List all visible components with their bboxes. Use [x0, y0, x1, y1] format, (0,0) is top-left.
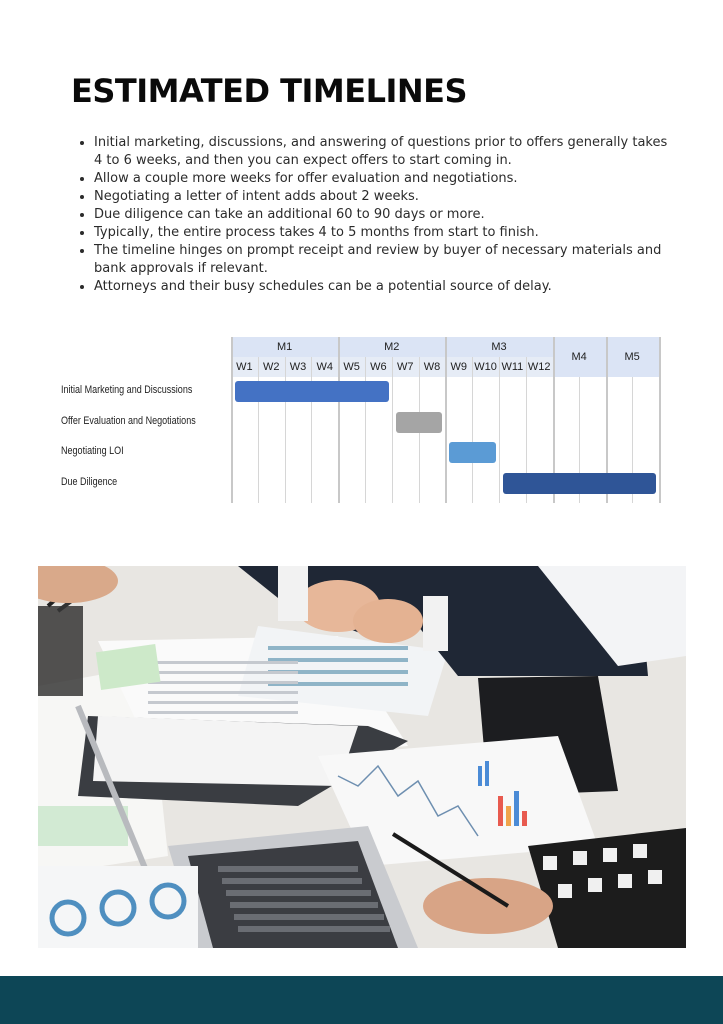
- photo-illustration: [38, 566, 686, 948]
- list-item: • Attorneys and their busy schedules can be a potential source of delay.: [94, 278, 674, 296]
- week-label: W3: [289, 361, 307, 373]
- week-gridline: [472, 357, 473, 503]
- week-label: W11: [501, 361, 524, 373]
- list-item: • Allow a couple more weeks for offer evaluation and negotiations.: [94, 170, 674, 188]
- gantt-chart: [55, 337, 663, 503]
- week-label: W9: [450, 361, 468, 373]
- week-label: W4: [316, 361, 334, 373]
- gantt-task-label: Negotiating LOI: [61, 445, 124, 457]
- week-label: W12: [527, 361, 551, 373]
- month-gridline: [338, 337, 340, 503]
- business-meeting-photo: [38, 566, 686, 948]
- list-item: • Due diligence can take an additional 60 to 90 days or more.: [94, 206, 674, 224]
- month-label: M5: [606, 337, 659, 377]
- gantt-task-label: Offer Evaluation and Negotiations: [61, 414, 196, 427]
- month-label: M2: [384, 341, 400, 353]
- month-gridline: [445, 337, 447, 503]
- week-gridline: [365, 357, 366, 503]
- month-gridline: [659, 337, 661, 503]
- week-gridline: [499, 357, 500, 503]
- week-label: W5: [343, 361, 360, 373]
- list-item: • Initial marketing, discussions, and answering of questions prior to offers generally takes 4 to 6 weeks, and then you can expect offers to start coming in.: [94, 134, 674, 170]
- list-item: • The timeline hinges on prompt receipt and review by buyer of necessary materials and bank approvals if relevant.: [94, 242, 674, 278]
- week-label: W2: [262, 361, 280, 373]
- gantt-bar: [449, 442, 496, 463]
- month-gridline: [231, 337, 233, 503]
- week-gridline: [392, 357, 393, 503]
- footer-band: [0, 976, 723, 1024]
- week-gridline: [258, 357, 259, 503]
- gantt-bar: [235, 381, 389, 402]
- page-title: ESTIMATED TIMELINES: [71, 72, 468, 110]
- week-gridline: [311, 357, 312, 503]
- timeline-bullet-list: [76, 134, 674, 296]
- week-label: W1: [236, 361, 253, 373]
- week-label: W6: [370, 361, 387, 373]
- list-item: • Typically, the entire process takes 4 to 5 months from start to finish.: [94, 224, 674, 242]
- month-label: M1: [276, 341, 293, 353]
- month-label: M4: [553, 337, 606, 377]
- list-item: • Negotiating a letter of intent adds about 2 weeks.: [94, 188, 674, 206]
- week-label: W7: [396, 361, 414, 373]
- gantt-bar: [396, 412, 443, 433]
- gantt-task-label: Initial Marketing and Discussions: [61, 384, 193, 396]
- gantt-bar: [503, 473, 656, 494]
- gantt-task-label: Due Diligence: [61, 475, 118, 488]
- week-label: W10: [474, 361, 497, 373]
- month-label: M3: [491, 341, 507, 353]
- gantt-grid: [231, 337, 661, 503]
- week-gridline: [285, 357, 286, 503]
- week-label: W8: [423, 361, 441, 373]
